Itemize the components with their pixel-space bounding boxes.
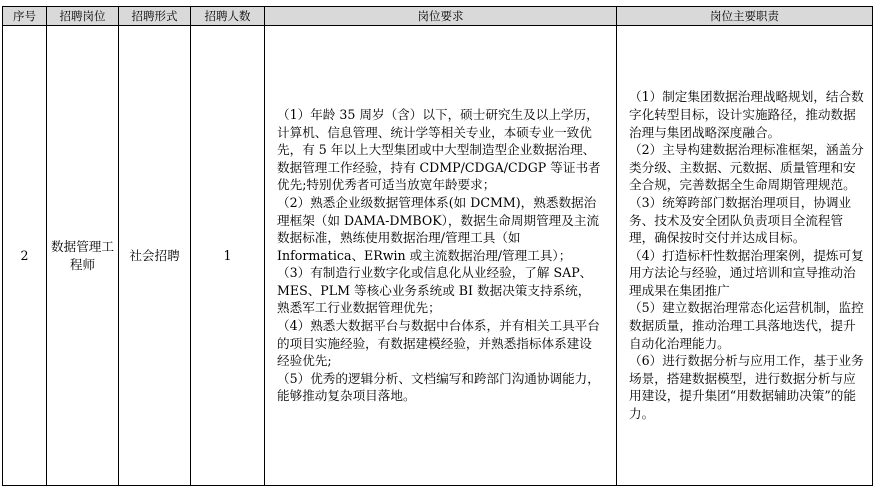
recruitment-table xyxy=(2,6,873,486)
requirement-item: （2）熟悉企业级数据管理体系(如 DCMM)，熟悉数据治理框架（如 DAMA-DMBOK），数据生命周期管理及主流数据标准，熟练使用数据治理/管理工具（如 Informatica、ERwin 或主流数据治理/管理工具）； xyxy=(277,194,600,263)
duty-item: （2）主导构建数据治理标准框架，涵盖分类分级、主数据、元数据、质量管理和安全合规，完善数据全生命周期管理规范。 xyxy=(629,142,864,193)
cell-position: 数据管理工程师 xyxy=(47,26,119,486)
header-seq: 序号 xyxy=(3,7,47,26)
requirement-item: （5）优秀的逻辑分析、文档编写和跨部门沟通协调能力，能够推动复杂项目落地。 xyxy=(277,370,600,404)
header-position: 招聘岗位 xyxy=(47,7,119,26)
duty-item: （1）制定集团数据治理战略规划，结合数字化转型目标，设计实施路径，推动数据治理与集团战略深度融合。 xyxy=(629,89,864,140)
header-duties: 岗位主要职责 xyxy=(617,7,873,26)
duty-item: （6）进行数据分析与应用工作，基于业务场景，搭建数据模型，进行数据分析与应用建设，提升集团“用数据辅助决策”的能力。 xyxy=(629,353,864,422)
header-form: 招聘形式 xyxy=(119,7,191,26)
cell-requirements xyxy=(265,26,617,486)
cell-duties xyxy=(617,26,873,486)
header-count: 招聘人数 xyxy=(191,7,265,26)
requirement-item: （1）年龄 35 周岁（含）以下，硕士研究生及以上学历，计算机、信息管理、统计学等相关专业，本硕专业一致优先，有 5 年以上大型集团或中大型制造型企业数据治理、数据管理工作经验，持有 CDMP/CDGA/CDGP 等证书者优先;特别优秀者可适当放宽年龄要求； xyxy=(277,106,601,193)
header-row xyxy=(3,7,873,26)
requirement-item: （4）熟悉大数据平台与数据中台体系，并有相关工具平台的项目实施经验，有数据建模经验，并熟悉指标体系建设经验优先; xyxy=(277,318,600,369)
duty-item: （5）建立数据治理常态化运营机制，监控数据质量，推动治理工具落地迭代，提升自动化治理能力。 xyxy=(629,300,864,351)
duty-item: （3）统筹跨部门数据治理项目，协调业务、技术及安全团队负责项目全流程管理，确保按时交付并达成目标。 xyxy=(629,194,852,246)
cell-count: 1 xyxy=(191,26,265,486)
cell-seq: 2 xyxy=(3,26,47,486)
header-requirements: 岗位要求 xyxy=(265,7,617,26)
requirement-item: （3）有制造行业数字化或信息化从业经验，了解 SAP、MES、PLM 等核心业务系统或 BI 数据决策支持系统，熟悉军工行业数据管理优先； xyxy=(277,265,593,316)
duty-item: （4）打造标杆性数据治理案例，提炼可复用方法论与经验，通过培训和宣导推动治理成果在集团推广 xyxy=(629,247,864,298)
cell-form: 社会招聘 xyxy=(119,26,191,486)
table-row xyxy=(3,26,873,486)
